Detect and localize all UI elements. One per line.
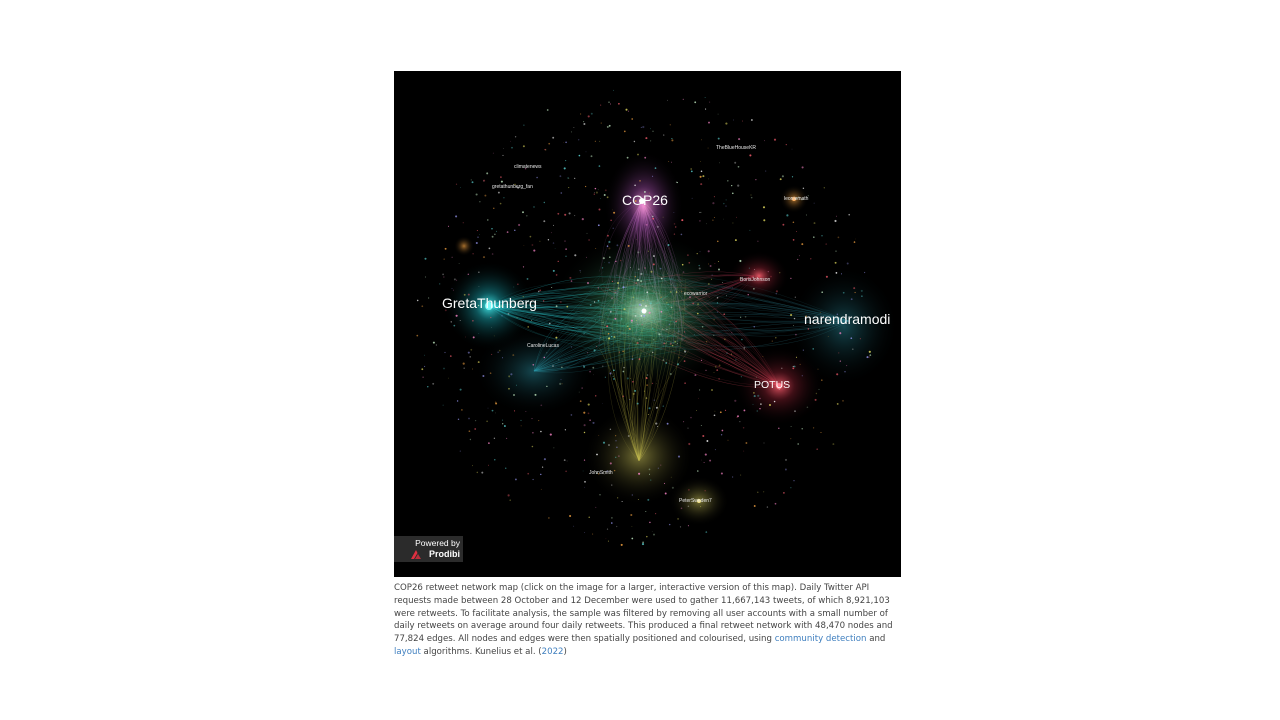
layout-link[interactable]: layout [394, 646, 421, 657]
minor-label: TheBlueHouseKR [716, 145, 757, 151]
powered-by-badge[interactable] [394, 536, 463, 562]
caption-text: COP26 retweet network map (click on the image for a larger, interactive version of this map). Daily Twitter API requests made between 28 October and 12 December were used to gather 11,667,143 tweets, of which 8,921,103 were retweets. To facilitate analysis, the sample was filtered by removing all user accounts with a small number of daily retweets on average around four daily retweets. This produced a final retweet network with 48,470 nodes and 77,824 edges. All nodes and edges were then spatially positioned and colourised, using [394, 583, 893, 645]
figure-caption [394, 582, 901, 659]
hub-label-cop26: COP26 [622, 192, 668, 208]
network-map-image[interactable] [394, 71, 901, 577]
minor-label: JohnSmith [589, 470, 613, 476]
prodibi-logo-icon [410, 549, 422, 560]
minor-label: ecowarrior [684, 291, 708, 297]
caption-text: algorithms. Kunelius et al. ( [420, 646, 542, 657]
minor-label: PeterSweden7 [679, 498, 712, 504]
minor-label: CarolineLucas [527, 343, 559, 349]
hub-label-potus: POTUS [754, 379, 791, 391]
community-glows [444, 151, 899, 526]
prodibi-brand: Prodibi [429, 549, 460, 559]
minor-label: leoniemath [784, 196, 809, 202]
citation-year-link[interactable]: 2022 [541, 646, 564, 657]
caption-text: and [866, 634, 886, 645]
minor-label: climatenews [514, 164, 542, 170]
hub-label-gretathunberg: GretaThunberg [442, 295, 537, 311]
figure [394, 71, 901, 659]
hub-label-narendramodi: narendramodi [804, 311, 891, 327]
minor-label: gretathunberg_fan [492, 184, 533, 190]
powered-by-text: Powered by [415, 538, 460, 548]
minor-label: BorisJohnson [740, 277, 771, 283]
caption-text: ) [563, 646, 567, 657]
community-detection-link[interactable]: community detection [774, 634, 867, 645]
